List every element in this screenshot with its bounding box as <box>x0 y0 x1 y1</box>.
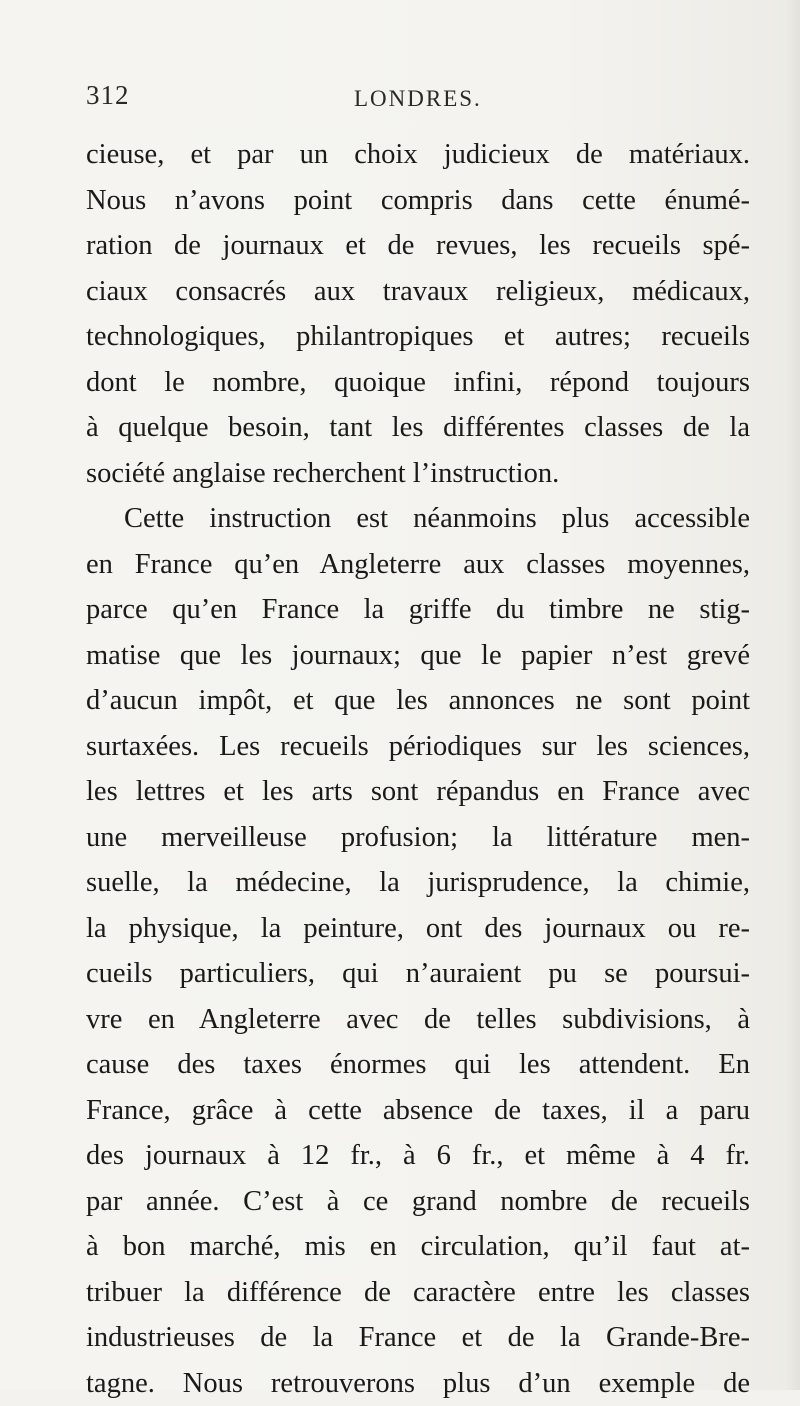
text-line: Nous n’avons point compris dans cette énumé- <box>86 178 750 224</box>
text-line: une merveilleuse profusion; la littérature men- <box>86 815 750 861</box>
text-line: parce qu’en France la griffe du timbre ne stig- <box>86 587 750 633</box>
text-line: cause des taxes énormes qui les attendent. En <box>86 1042 750 1088</box>
page-edge-shadow <box>786 0 800 1390</box>
running-title: LONDRES. <box>354 86 482 112</box>
text-line: en France qu’en Angleterre aux classes moyennes, <box>86 542 750 588</box>
text-line: suelle, la médecine, la jurisprudence, la chimie, <box>86 860 750 906</box>
text-line: vre en Angleterre avec de telles subdivisions, à <box>86 997 750 1043</box>
text-line: tagne. Nous retrouverons plus d’un exemple de <box>86 1361 750 1406</box>
text-line: ciaux consacrés aux travaux religieux, médicaux, <box>86 269 750 315</box>
text-line: les lettres et les arts sont répandus en France avec <box>86 769 750 815</box>
text-line: Cette instruction est néanmoins plus accessible <box>86 496 750 542</box>
text-line: technologiques, philantropiques et autres; recueils <box>86 314 750 360</box>
text-line: par année. C’est à ce grand nombre de recueils <box>86 1179 750 1225</box>
page-number: 312 <box>86 80 130 111</box>
text-line: matise que les journaux; que le papier n’est grevé <box>86 633 750 679</box>
text-line: surtaxées. Les recueils périodiques sur les sciences, <box>86 724 750 770</box>
text-line: tribuer la différence de caractère entre les classes <box>86 1270 750 1316</box>
text-line: cieuse, et par un choix judicieux de matériaux. <box>86 132 750 178</box>
body-text <box>86 132 750 1406</box>
text-line: France, grâce à cette absence de taxes, il a paru <box>86 1088 750 1134</box>
text-line: des journaux à 12 fr., à 6 fr., et même à 4 fr. <box>86 1133 750 1179</box>
page-header <box>86 80 786 120</box>
text-line: cueils particuliers, qui n’auraient pu se poursui- <box>86 951 750 997</box>
text-line: dont le nombre, quoique infini, répond toujours <box>86 360 750 406</box>
text-line: ration de journaux et de revues, les recueils spé- <box>86 223 750 269</box>
text-line: la physique, la peinture, ont des journaux ou re- <box>86 906 750 952</box>
text-line: à bon marché, mis en circulation, qu’il faut at- <box>86 1224 750 1270</box>
text-line: à quelque besoin, tant les différentes classes de la <box>86 405 750 451</box>
text-line: d’aucun impôt, et que les annonces ne sont point <box>86 678 750 724</box>
text-line: société anglaise recherchent l’instruction. <box>86 451 750 497</box>
text-line: industrieuses de la France et de la Grande-Bre- <box>86 1315 750 1361</box>
